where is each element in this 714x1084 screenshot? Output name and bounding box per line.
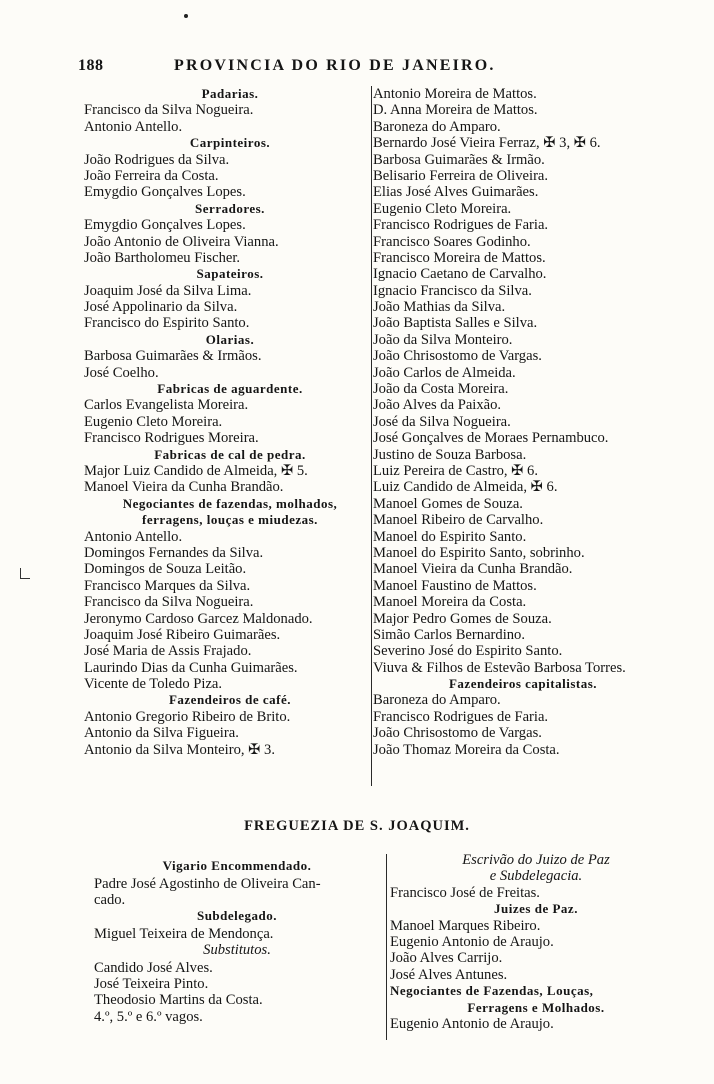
list-item: Francisco Moreira de Mattos. [373, 249, 546, 266]
list-item: João Bartholomeu Fischer. [84, 249, 241, 266]
list-item: Francisco Soares Godinho. [373, 233, 531, 250]
section-heading: Fabricas de aguardente. [157, 381, 303, 397]
list-item: José Appolinario da Silva. [84, 299, 238, 316]
list-item: Belisario Ferreira de Oliveira. [373, 167, 549, 184]
list-item: Padre José Agostinho de Oliveira Can- [94, 875, 321, 892]
list-item: João Rodrigues da Silva. [84, 151, 230, 168]
list-item: João Chrisostomo de Vargas. [373, 725, 542, 742]
list-item: Antonio Antello. [84, 528, 183, 545]
list-item: Severino José do Espirito Santo. [373, 643, 563, 660]
list-item: Francisco do Espirito Santo. [84, 315, 250, 332]
section-heading: Negociantes de fazendas, molhados, [122, 495, 338, 511]
section-heading: Fazendeiros capitalistas. [448, 676, 598, 692]
list-item: Antonio da Silva Figueira. [84, 725, 239, 742]
list-item: Manoel Faustino de Mattos. [373, 577, 537, 594]
list-item: Justino de Souza Barbosa. [373, 446, 527, 463]
list-item: Jeronymo Cardoso Garcez Maldonado. [84, 610, 313, 627]
section-heading: Juizes de Paz. [494, 901, 578, 917]
list-item: D. Anna Moreira de Mattos. [373, 102, 538, 119]
list-item: Domingos Fernandes da Silva. [84, 544, 264, 561]
list-item: Luiz Candido de Almeida, ✠ 6. [373, 479, 558, 496]
list-item: Laurindo Dias da Cunha Guimarães. [84, 659, 298, 676]
list-item: João Ferreira da Costa. [84, 167, 219, 184]
list-item: Manoel Moreira da Costa. [373, 594, 527, 611]
list-item: Francisco Rodrigues de Faria. [373, 217, 549, 234]
list-item: Elias José Alves Guimarães. [373, 184, 539, 201]
list-item: Manoel Gomes de Souza. [373, 495, 523, 512]
list-item: Manoel do Espirito Santo, sobrinho. [373, 544, 585, 561]
section-heading-continued: Ferragens e Molhados. [467, 999, 605, 1015]
running-title: PROVINCIA DO RIO DE JANEIRO. [174, 57, 496, 74]
list-item: Francisco da Silva Nogueira. [84, 594, 254, 611]
page-header [78, 58, 578, 80]
parish-right-column [390, 852, 682, 1032]
section-heading: Vigario Encommendado. [162, 858, 312, 873]
page-number: 188 [78, 57, 104, 74]
list-item-continued: cado. [94, 891, 126, 908]
parish-left-column [92, 858, 382, 1025]
list-item: Barbosa Guimarães & Irmãos. [84, 348, 262, 365]
right-column [373, 86, 673, 758]
list-item: Eugenio Antonio de Araujo. [390, 1015, 554, 1032]
list-item: João Alves da Paixão. [373, 397, 502, 414]
list-item: Ignacio Caetano de Carvalho. [373, 266, 547, 283]
list-item: Manoel Ribeiro de Carvalho. [373, 512, 544, 529]
section-title: FREGUEZIA DE S. JOAQUIM. [244, 818, 470, 834]
section-heading-continued: ferragens, louças e miudezas. [142, 512, 318, 528]
list-item: Bernardo José Vieira Ferraz, ✠ 3, ✠ 6. [373, 135, 601, 152]
list-item: Emygdio Gonçalves Lopes. [84, 217, 246, 234]
section-heading: Olarias. [205, 331, 255, 347]
list-item: Eugenio Cleto Moreira. [373, 200, 512, 217]
section-heading: Carpinteiros. [189, 135, 271, 151]
list-item: Manoel do Espirito Santo. [373, 528, 527, 545]
list-item: Baroneza do Amparo. [373, 692, 501, 709]
list-item: João da Costa Moreira. [373, 381, 509, 398]
list-item: Antonio da Silva Monteiro, ✠ 3. [84, 741, 275, 758]
list-item: Theodosio Martins da Costa. [94, 992, 263, 1009]
section-heading: Fabricas de cal de pedra. [154, 446, 306, 462]
list-item: João Alves Carrijo. [390, 950, 503, 967]
list-item: Major Luiz Candido de Almeida, ✠ 5. [84, 462, 308, 479]
list-item: Domingos de Souza Leitão. [84, 561, 247, 578]
list-item: José da Silva Nogueira. [373, 413, 511, 430]
section-heading-continued: e Subdelegacia. [489, 868, 583, 885]
list-item: Ignacio Francisco da Silva. [373, 282, 532, 299]
ink-dot [184, 14, 188, 18]
list-item: Francisco Rodrigues de Faria. [373, 708, 549, 725]
list-item: João Mathias da Silva. [373, 299, 506, 316]
list-item: Barbosa Guimarães & Irmão. [373, 151, 545, 168]
list-item: Francisco José de Freitas. [390, 884, 540, 901]
section-heading: Substitutos. [203, 942, 271, 959]
list-item: João Baptista Salles e Silva. [373, 315, 538, 332]
section-heading: Negociantes de Fazendas, Louças, [390, 983, 594, 999]
list-item: Eugenio Cleto Moreira. [84, 413, 223, 430]
list-item: José Gonçalves de Moraes Pernambuco. [373, 430, 609, 447]
section-heading: Serradores. [195, 200, 265, 216]
list-item: Carlos Evangelista Moreira. [84, 397, 249, 414]
list-item: Francisco Rodrigues Moreira. [84, 430, 259, 447]
list-item: Vicente de Toledo Piza. [84, 676, 223, 693]
list-item: Baroneza do Amparo. [373, 118, 501, 135]
list-item: Emygdio Gonçalves Lopes. [84, 184, 246, 201]
list-item: Joaquim José da Silva Lima. [84, 282, 252, 299]
list-item: João Chrisostomo de Vargas. [373, 348, 542, 365]
left-column [82, 86, 378, 758]
list-item: Manoel Marques Ribeiro. [390, 917, 541, 934]
list-item: José Alves Antunes. [390, 966, 508, 983]
list-item: Viuva & Filhos de Estevão Barbosa Torres. [373, 659, 626, 676]
section-heading: Subdelegado. [196, 908, 278, 924]
list-item: José Teixeira Pinto. [94, 976, 209, 993]
margin-pencil-mark [20, 568, 30, 579]
list-item: Francisco da Silva Nogueira. [84, 102, 254, 119]
section-heading: Escrivão do Juizo de Paz [462, 852, 610, 868]
list-item: Candido José Alves. [94, 959, 213, 976]
list-item: José Coelho. [84, 364, 159, 381]
list-item: Antonio Gregorio Ribeiro de Brito. [84, 708, 291, 725]
list-item: Manoel Vieira da Cunha Brandão. [84, 479, 284, 496]
list-item: Joaquim José Ribeiro Guimarães. [84, 626, 281, 643]
list-item: 4.º, 5.º e 6.º vagos. [94, 1008, 203, 1025]
list-item: Antonio Moreira de Mattos. [373, 86, 537, 102]
list-item: João Antonio de Oliveira Vianna. [84, 233, 279, 250]
list-item: Luiz Pereira de Castro, ✠ 6. [373, 462, 539, 479]
list-item: Antonio Antello. [84, 118, 183, 135]
list-item: Eugenio Antonio de Araujo. [390, 933, 554, 950]
section-heading: Padarias. [201, 86, 259, 101]
section-heading: Fazendeiros de café. [168, 692, 292, 708]
list-item: Manoel Vieira da Cunha Brandão. [373, 561, 573, 578]
section-heading: Sapateiros. [196, 266, 264, 282]
list-item: João da Silva Monteiro. [373, 331, 513, 348]
list-item: Miguel Teixeira de Mendonça. [94, 925, 274, 942]
list-item: João Carlos de Almeida. [373, 364, 516, 381]
list-item: Simão Carlos Bernardino. [373, 626, 525, 643]
list-item: Francisco Marques da Silva. [84, 577, 251, 594]
list-item: João Thomaz Moreira da Costa. [373, 741, 560, 758]
column-divider [386, 854, 387, 1040]
list-item: José Maria de Assis Frajado. [84, 643, 252, 660]
list-item: Major Pedro Gomes de Souza. [373, 610, 552, 627]
